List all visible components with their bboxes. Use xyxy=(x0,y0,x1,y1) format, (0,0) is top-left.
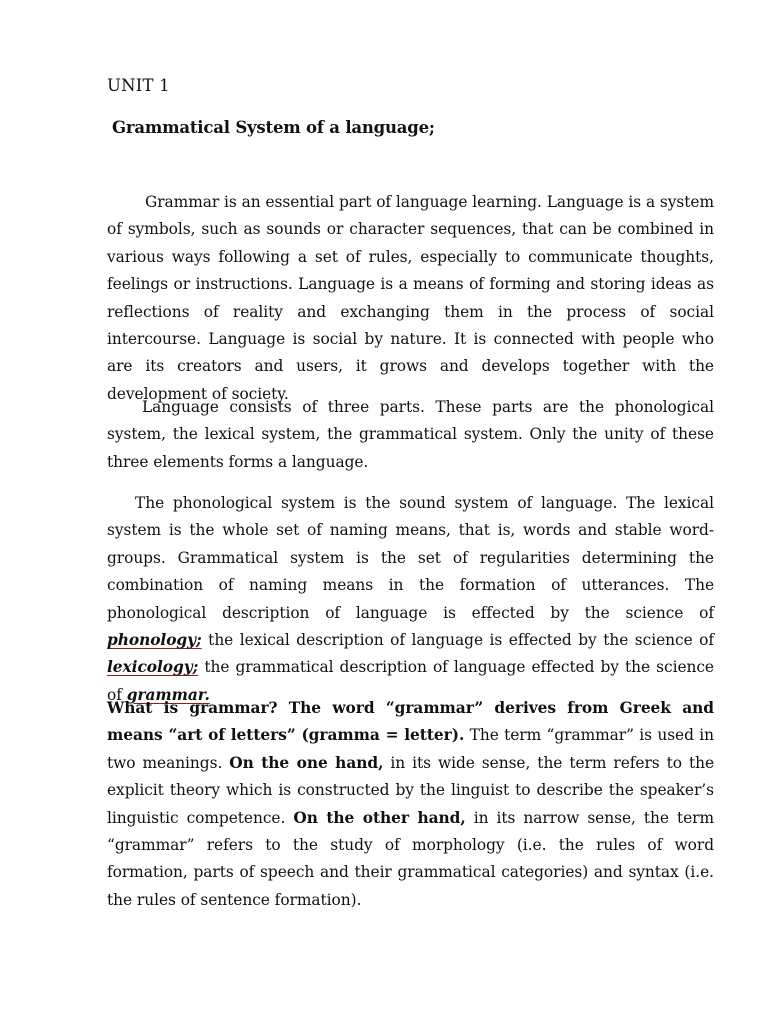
paragraph-4-bold-one-hand: On the one hand, xyxy=(229,753,384,772)
paragraph-4-text-3: in its narrow sense, the term “grammar” refers to the study of morphology (i.e. the rules of word formation, parts of speech and their grammatical categories) and syntax (i.e. the rules of sentence formation). xyxy=(107,808,715,909)
term-grammar: grammar. xyxy=(126,685,210,704)
paragraph-4-bold-intro: What is grammar? The word “grammar” derives from Greek and means “art of letters” (gramma = letter). xyxy=(107,699,714,745)
term-lexicology: lexicology; xyxy=(107,658,199,677)
paragraph-3-text-3: the grammatical description of language effected by the science of xyxy=(107,658,714,704)
paragraph-3-text-2: the lexical description of language is effected by the science of xyxy=(201,631,714,650)
paragraph-1: Grammar is an essential part of language learning. Language is a system of symbols, such as sounds or character sequences, that can be combined in various ways following a set of rules, especially to communicate thoughts, feelings or instructions. Language is a means of forming and storing ideas as reflections of reality and exchanging them in the process of social intercourse. Language is social by nature. It is connected with people who are its creators and users, it grows and develops together with the development of society. xyxy=(107,193,714,403)
term-phonology: phonology; xyxy=(107,631,202,650)
paragraph-4-text-1: The term “grammar” is used in two meanings. xyxy=(107,726,715,772)
paragraph-4-bold-other-hand: On the other hand, xyxy=(293,808,466,827)
unit-title: UNIT 1 xyxy=(107,76,170,95)
paragraph-3 xyxy=(107,490,714,709)
paragraph-3-text-1: The phonological system is the sound system of language. The lexical system is the whole set of naming means, that is, words and stable word-groups. Grammatical system is the set of regularities determining the combination of naming means in the formation of utterances. The phonological description of language is effected by the science of xyxy=(107,494,714,622)
section-title: Grammatical System of a language; xyxy=(112,118,435,137)
paragraph-4-text-2: in its wide sense, the term refers to the explicit theory which is constructed by the linguist to describe the speaker’s linguistic competence. xyxy=(107,753,714,827)
paragraph-4 xyxy=(107,695,714,914)
paragraph-2: Language consists of three parts. These parts are the phonological system, the lexical system, the grammatical system. Only the unity of these three elements forms a language. xyxy=(107,398,714,471)
